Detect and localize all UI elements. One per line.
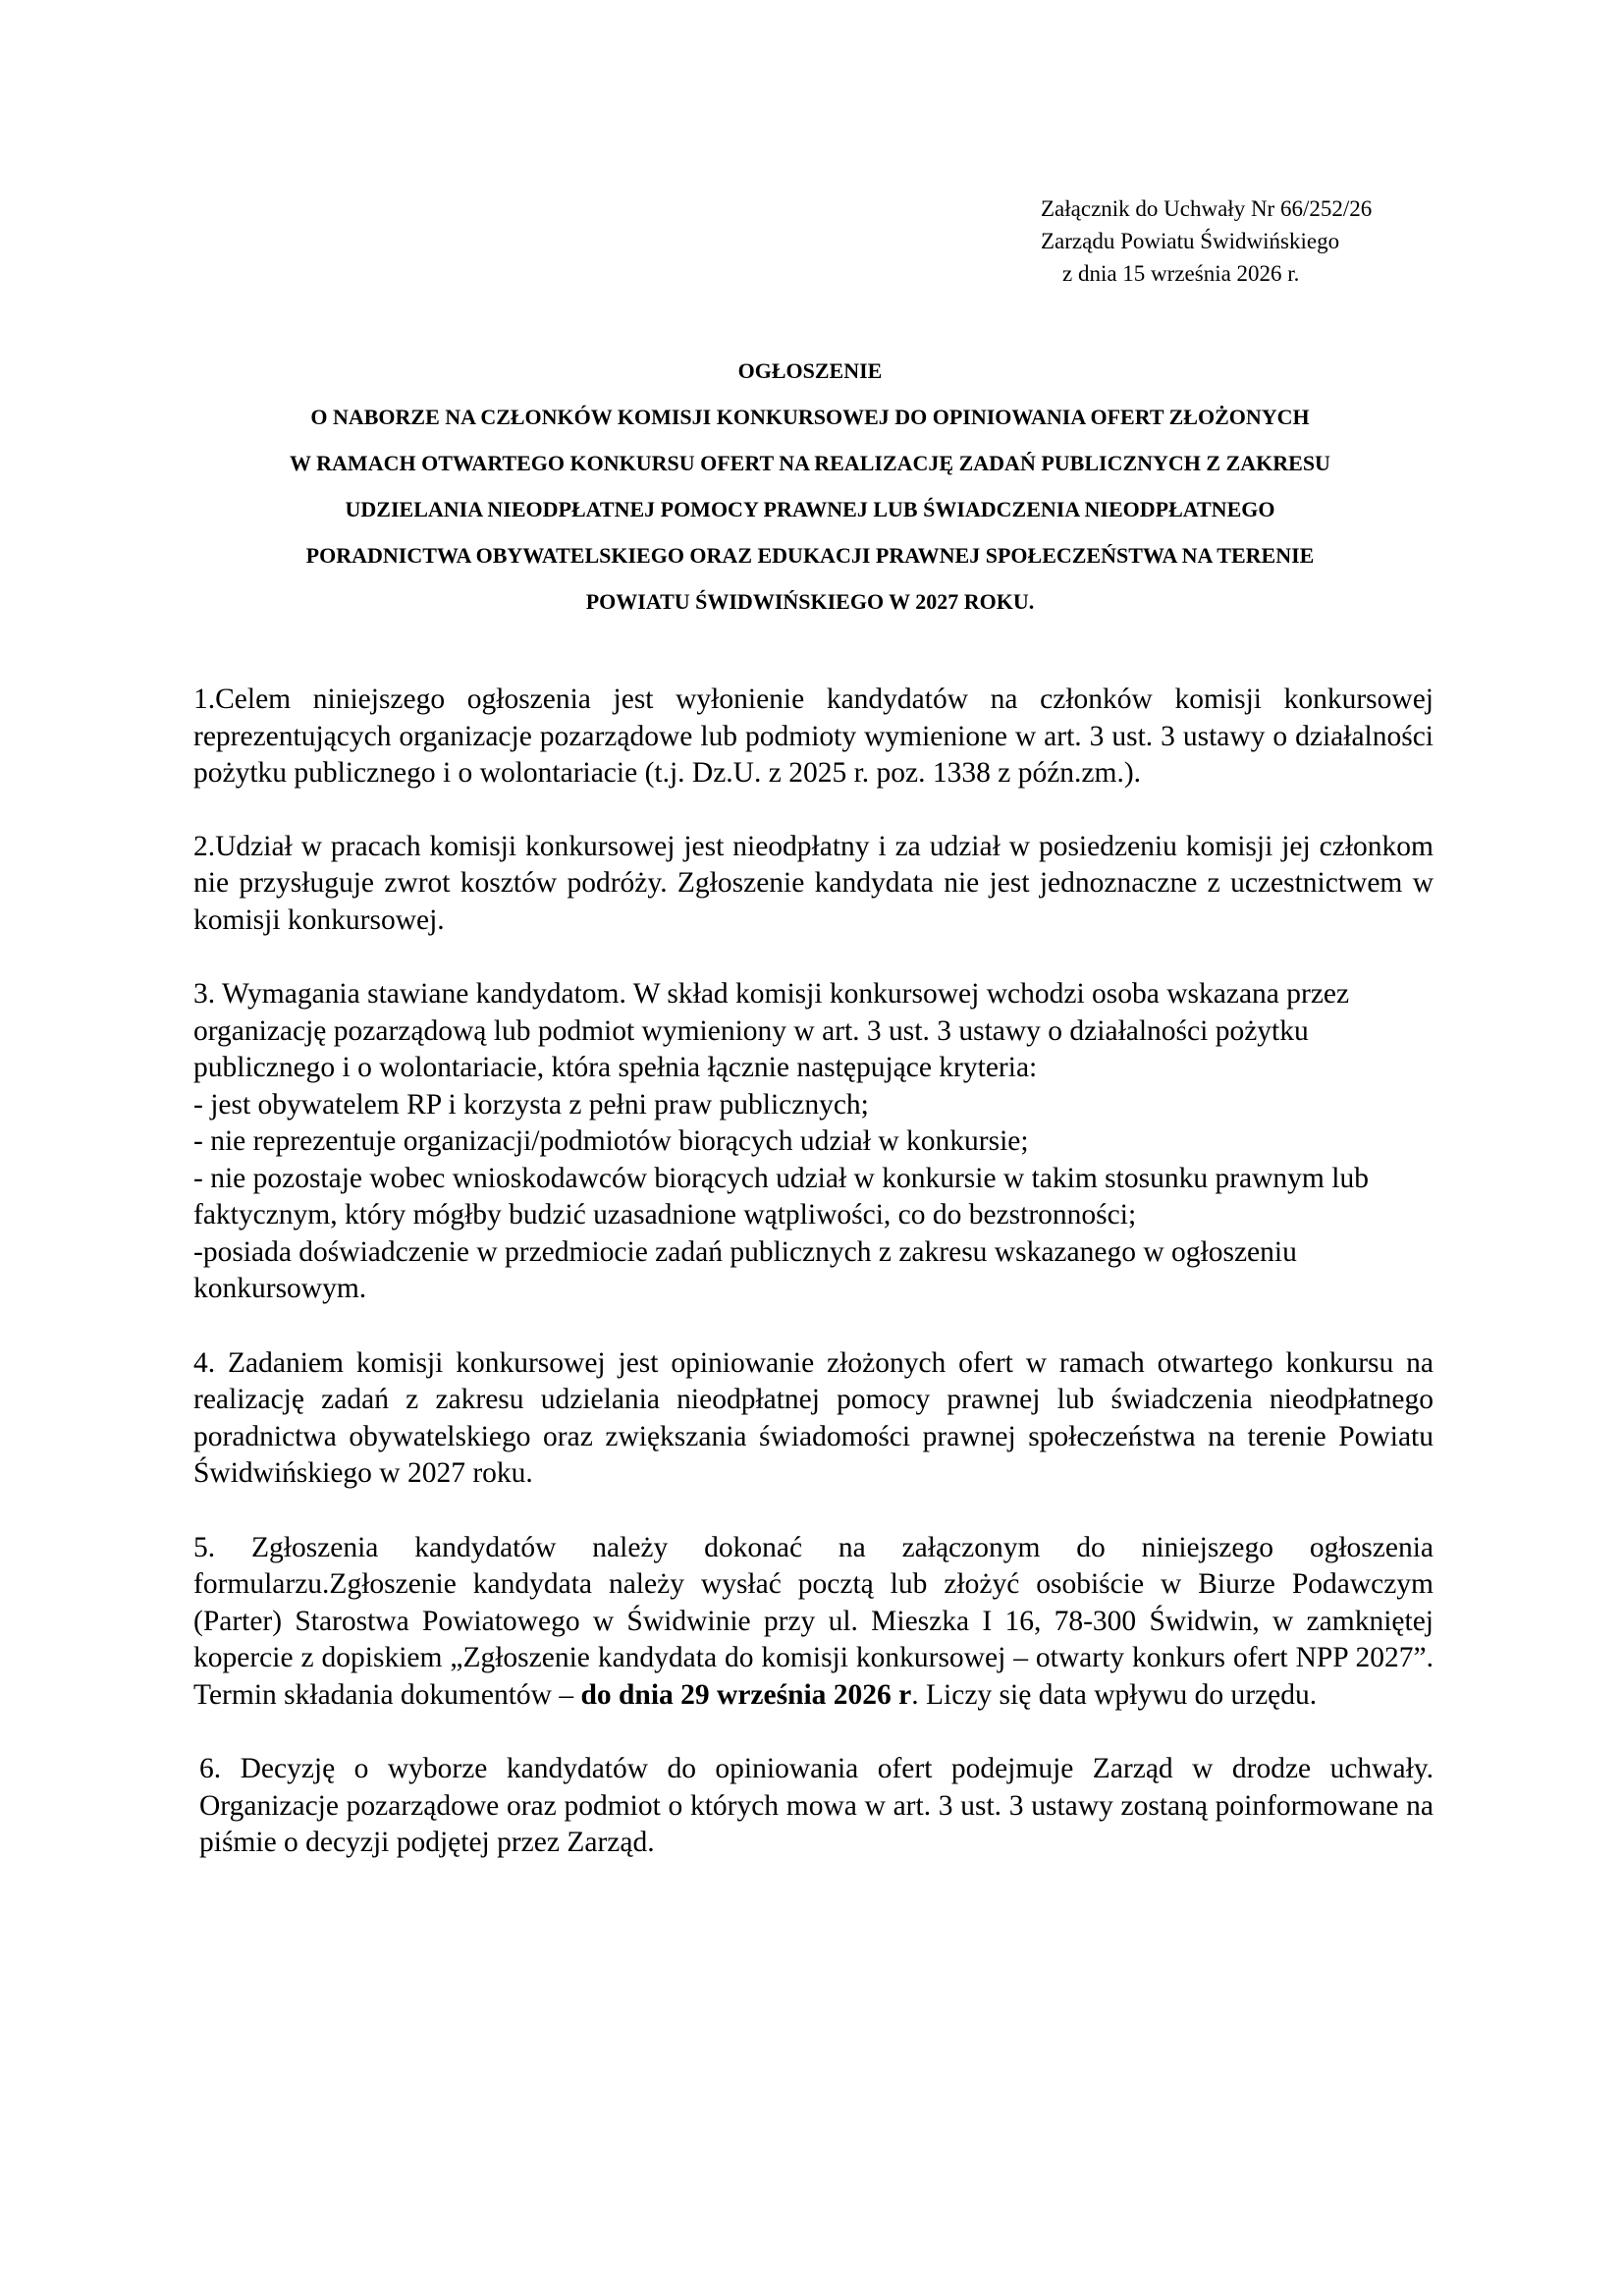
heading-line-4: PORADNICTWA OBYWATELSKIEGO ORAZ EDUKACJI PRAWNEJ SPOŁECZEŃSTWA NA TERENIE xyxy=(305,543,1315,568)
attachment-line-2: Zarządu Powiatu Świdwińskiego xyxy=(1041,229,1340,253)
paragraph-4: 4. Zadaniem komisji konkursowej jest opiniowanie złożonych ofert w ramach otwartego konkursu na realizację zadań z zakresu udzielania nieodpłatnej pomocy prawnej lub świadczenia nieodpłatnego poradnictwa obywatelskiego oraz zwiększania świadomości prawnej społeczeństwa na terenie Powiatu Świdwińskiego w 2027 roku. xyxy=(193,1346,1434,1489)
attachment-line-3: z dnia 15 września 2026 r. xyxy=(1062,261,1300,286)
attachment-note xyxy=(1041,192,1372,290)
criteria-item-3: - nie pozostaje wobec wnioskodawców biorących udział w konkursie w takim stosunku prawnym lub faktycznym, który mógłby budzić uzasadnione wątpliwości, co do bezstronności; xyxy=(193,1162,1369,1230)
heading-line-3: UDZIELANIA NIEODPŁATNEJ POMOCY PRAWNEJ LUB ŚWIADCZENIA NIEODPŁATNEGO xyxy=(345,497,1275,521)
heading-line-5: POWIATU ŚWIDWIŃSKIEGO W 2027 ROKU. xyxy=(585,589,1035,614)
announcement-body xyxy=(193,682,1434,1899)
paragraph-5-ending: . Liczy się data wpływu do urzędu. xyxy=(911,1678,1318,1711)
paragraph-5-text: 5. Zgłoszenia kandydatów należy dokonać na załączonym do niniejszego ogłoszenia formularzu.Zgłoszenie kandydata należy wysłać pocztą lub złożyć osobiście w Biurze Podawczym (Parter) Starostwa Powiatowego w Świdwinie przy ul. Mieszka I 16, 78-300 Świdwin, w zamkniętej kopercie z dopiskiem „Zgłoszenie kandydata do komisji konkursowej – otwarty konkurs ofert NPP 2027”. Termin składania dokumentów – xyxy=(193,1531,1434,1711)
announcement-heading xyxy=(147,348,1473,625)
criteria-item-2: - nie reprezentuje organizacji/podmiotów biorących udział w konkursie; xyxy=(193,1125,1029,1157)
paragraph-6: 6. Decyzję o wyborze kandydatów do opiniowania ofert podejmuje Zarząd w drodze uchwały. Organizacje pozarządowe oraz podmiot o których mowa w art. 3 ust. 3 ustawy zostaną poinformowane na piśmie o decyzji podjętej przez Zarząd. xyxy=(199,1753,1434,1858)
paragraph-1: 1.Celem niniejszego ogłoszenia jest wyłonienie kandydatów na członków komisji konkursowej reprezentujących organizacje pozarządowe lub podmioty wymienione w art. 3 ust. 3 ustawy o działalności pożytku publicznego i o wolontariacie (t.j. Dz.U. z 2025 r. poz. 1338 z późn.zm.). xyxy=(193,683,1434,789)
heading-line-2: W RAMACH OTWARTEGO KONKURSU OFERT NA REALIZACJĘ ZADAŃ PUBLICZNYCH Z ZAKRESU xyxy=(290,451,1330,475)
heading-title: OGŁOSZENIE xyxy=(737,358,883,383)
attachment-line-1: Załącznik do Uchwały Nr 66/252/26 xyxy=(1041,196,1373,221)
deadline-date: do dnia 29 września 2026 r xyxy=(580,1678,912,1711)
criteria-item-4: -posiada doświadczenie w przedmiocie zadań publicznych z zakresu wskazanego w ogłoszeniu konkursowym. xyxy=(193,1235,1297,1304)
criteria-item-1: - jest obywatelem RP i korzysta z pełni praw publicznych; xyxy=(193,1088,869,1121)
paragraph-3-intro: 3. Wymagania stawiane kandydatom. W skład komisji konkursowej wchodzi osoba wskazana przez organizację pozarządową lub podmiot wymieniony w art. 3 ust. 3 ustawy o działalności pożytku publicznego i o wolontariacie, która spełnia łącznie następujące kryteria: xyxy=(193,978,1350,1083)
paragraph-2: 2.Udział w pracach komisji konkursowej jest nieodpłatny i za udział w posiedzeniu komisji jej członkom nie przysługuje zwrot kosztów podróży. Zgłoszenie kandydata nie jest jednoznaczne z uczestnictwem w komisji konkursowej. xyxy=(193,830,1434,936)
paragraph-3 xyxy=(193,976,1434,1308)
paragraph-5 xyxy=(193,1530,1434,1715)
heading-line-1: O NABORZE NA CZŁONKÓW KOMISJI KONKURSOWEJ DO OPINIOWANIA OFERT ZŁOŻONYCH xyxy=(310,405,1310,429)
